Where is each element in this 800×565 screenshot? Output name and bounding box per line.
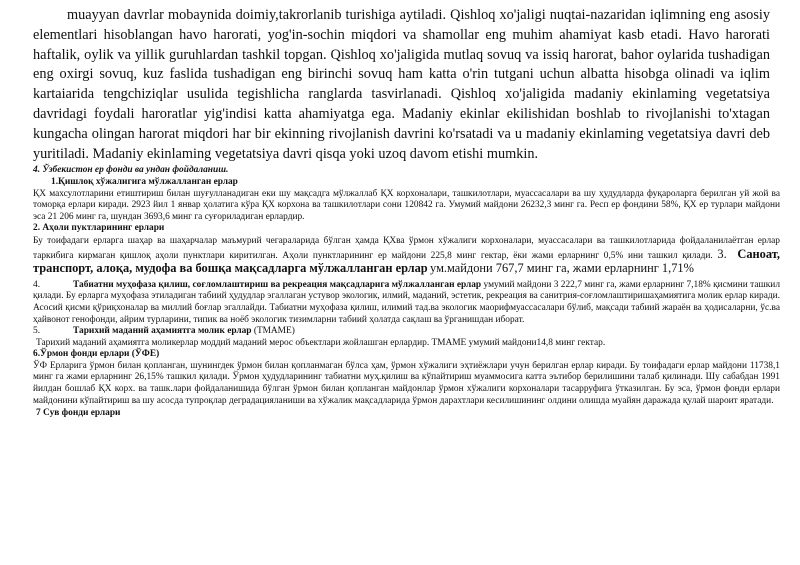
s1-text: ҚХ махсулотларини етиштириш билан шуғулланадиган еки шу мақсадга мўлжаллаб ҚХ корхоналари, ташкилотлари, муассасалари ва шу ҳудудларда фуқароларга берилган уй жой ва томорқа ерлари киради. 2923 йил 1 январ ҳолатига кўра ҚХ корхона ва ташкилотлари сони 120842 га. Умумий майдони 26232,3 минг га. Респ ер фондини 58%, ҚХ ер турлари майдони эса 21 206 минг га, шундан 3693,6 минг га суғориладиган ерлардир. bbox=[33, 188, 780, 222]
s4-block bbox=[33, 280, 780, 326]
s6-heading: 6.Ўрмон фонди ерлари (ЎФЕ) bbox=[33, 349, 160, 360]
s5-heading-suffix: (ТМАМЕ) bbox=[253, 326, 295, 337]
s5-heading-line bbox=[33, 326, 780, 338]
s6-text: ЎФ Ерларига ўрмон билан қопланган, шунингдек ўрмон билан қопланмаган бўлса ҳам, ўрмон хўжалиги эҳтиёжлари учун берилган ерлар киради. Бу тоифадаги ерлар майдони 11738,1 минг га жами ерларнинг 26,15% ташкил қилади. Ўрмон ҳудудларининг табиатни муҳ.қилиш ва кўпайтириш муаммосига катта эътибор берилишини талаб қилинади. Шу сабабдан 1991 йилдан бошлаб ҚХ корх. ва ташк.лари фойдаланишида бўлган ўрмон билан қопланган майдонлар ўрмон хўжалиги корхоналари тасарруфига ўтказилган. Бу эса, ўрмон фонди ерлари майдонини кўпайтириш ва шу асосда тупроқлар деградацияланиши ва хўжалик мақсадларида ўрмон дарахтлари кесилишининг олдини олишда муайян даражада қулай шароит яратади. bbox=[33, 360, 780, 406]
s7-heading: 7 Сув фонди ерлари bbox=[36, 408, 121, 419]
intro-paragraph: muayyan davrlar mobaynida doimiy,takrorlanib turishiga aytiladi. Qishloq xo'jaligi nuqtai-nazaridan iqlimning eng asosiy elementlari hisoblangan havo harorati, yog'in-sochin miqdori va shamollar eng muhim ahamiyat kasb etadi. Havo harorati haftalik, oylik va yillik guruhlardan tashkil topgan. Qishloq xo'jaligida mutlaq sovuq va issiq harorat, bahor oylarida tushadigan eng oxirgi sovuq, kuz faslida tushadigan eng birinchi sovuq ham katta o'rin tutgani uchun albatta hisobga olinadi va iqlim kartaiarida tengchiziqlar usulida tegishlicha ranglarda tasvirlanadi. Qishloq xo'jaligida madaniy ekinlaming vegetatsiya davridagi foydali haroratlar yig'indisi katta ahamiyatga ega. Madaniy ekinlar ekilishidan boshlab to rivojlanishi to'xtagan kungacha olingan harorat miqdori har bir ekinning rivojlanish davrini ko'rsatadi va u madaniy ekinlaming vegetatsiya davri deb yuritiladi. Madaniy ekinlaming vegetatsiya davri qisqa yoki uzoq davom etishi mumkin. bbox=[33, 7, 770, 162]
s5-heading: Тарихий маданий аҳамиятга молик ерлар bbox=[73, 326, 252, 337]
s5-number: 5. bbox=[33, 326, 41, 337]
s4-text: умумий майдони 3 222,7 минг га, жами ерларнинг 7,18% қисмини ташкил қилади. Бу ерларга муҳофаза этиладиган табиий ҳудудлар эгаллаган устувор экологик, илмий, маданий, эстетик, рекреация ва санитрия-соғломлаштиришаҳамиятига молик ерлар киради. Асосий қисми қўриқхоналар ва миллий боғлар эгаллайди. Табиатни муҳофаза қилиш, илимий тад.ва экологик маорифмуассасалари бўлиб, мақсади табиий жараён ва ҳодисаларни, ўс.ва ҳайвонот генофонди, айрим турларини, типик ва ноёб экологик тизимларни табиий ҳолатда сақлаш ва ўрганишдан иборат. bbox=[33, 279, 780, 325]
s5-text: Тарихий маданий аҳамиятга моликерлар моддий маданий мерос объектлари жойлашган ерлардир. ТМАМЕ умумий майдони14,8 минг гектар. bbox=[36, 337, 606, 348]
s3-number: 3. bbox=[717, 246, 727, 261]
s4-heading: Табиатни муҳофаза қилиш, соғломлаштириш ва рекреация мақсадларига мўлжалланган ерлар bbox=[73, 279, 482, 290]
s2-heading: 2. Аҳоли пуктларининг ерлари bbox=[33, 223, 165, 234]
s3-heading: Саноат, транспорт, алоқа, мудофа ва бошқа мақсадларга мўлжалланган ерлар bbox=[33, 246, 780, 276]
s2-text: Бу тоифадаги ерларга шаҳар ва шаҳарчалар маъмурий чегараларида бўлган ҳамда ҚХва ўрмон хўжалиги корхоналари, муассасалари ва ташкилотларида фойдаланилаётган ерлар таркибига кирмаган қишлоқ аҳоли пунктлари киритилган. Аҳоли пунктларининг ер майдони 225,8 минг гектар, ёки жами ерларнинг 0,5% ини ташкил қилади. bbox=[33, 235, 780, 261]
s3-text: ум.майдони 767,7 минг га, жами ерларнинг 1,71% bbox=[430, 261, 694, 276]
s1-heading: 1.Қишлоқ хўжалигига мўлжалланган ерлар bbox=[51, 176, 238, 187]
s2-s3-block bbox=[33, 235, 780, 277]
section-title: 4. Ўзбекистон ер фонди ва ундан фойдаланиш. bbox=[33, 165, 229, 176]
s4-number: 4. bbox=[33, 279, 41, 290]
